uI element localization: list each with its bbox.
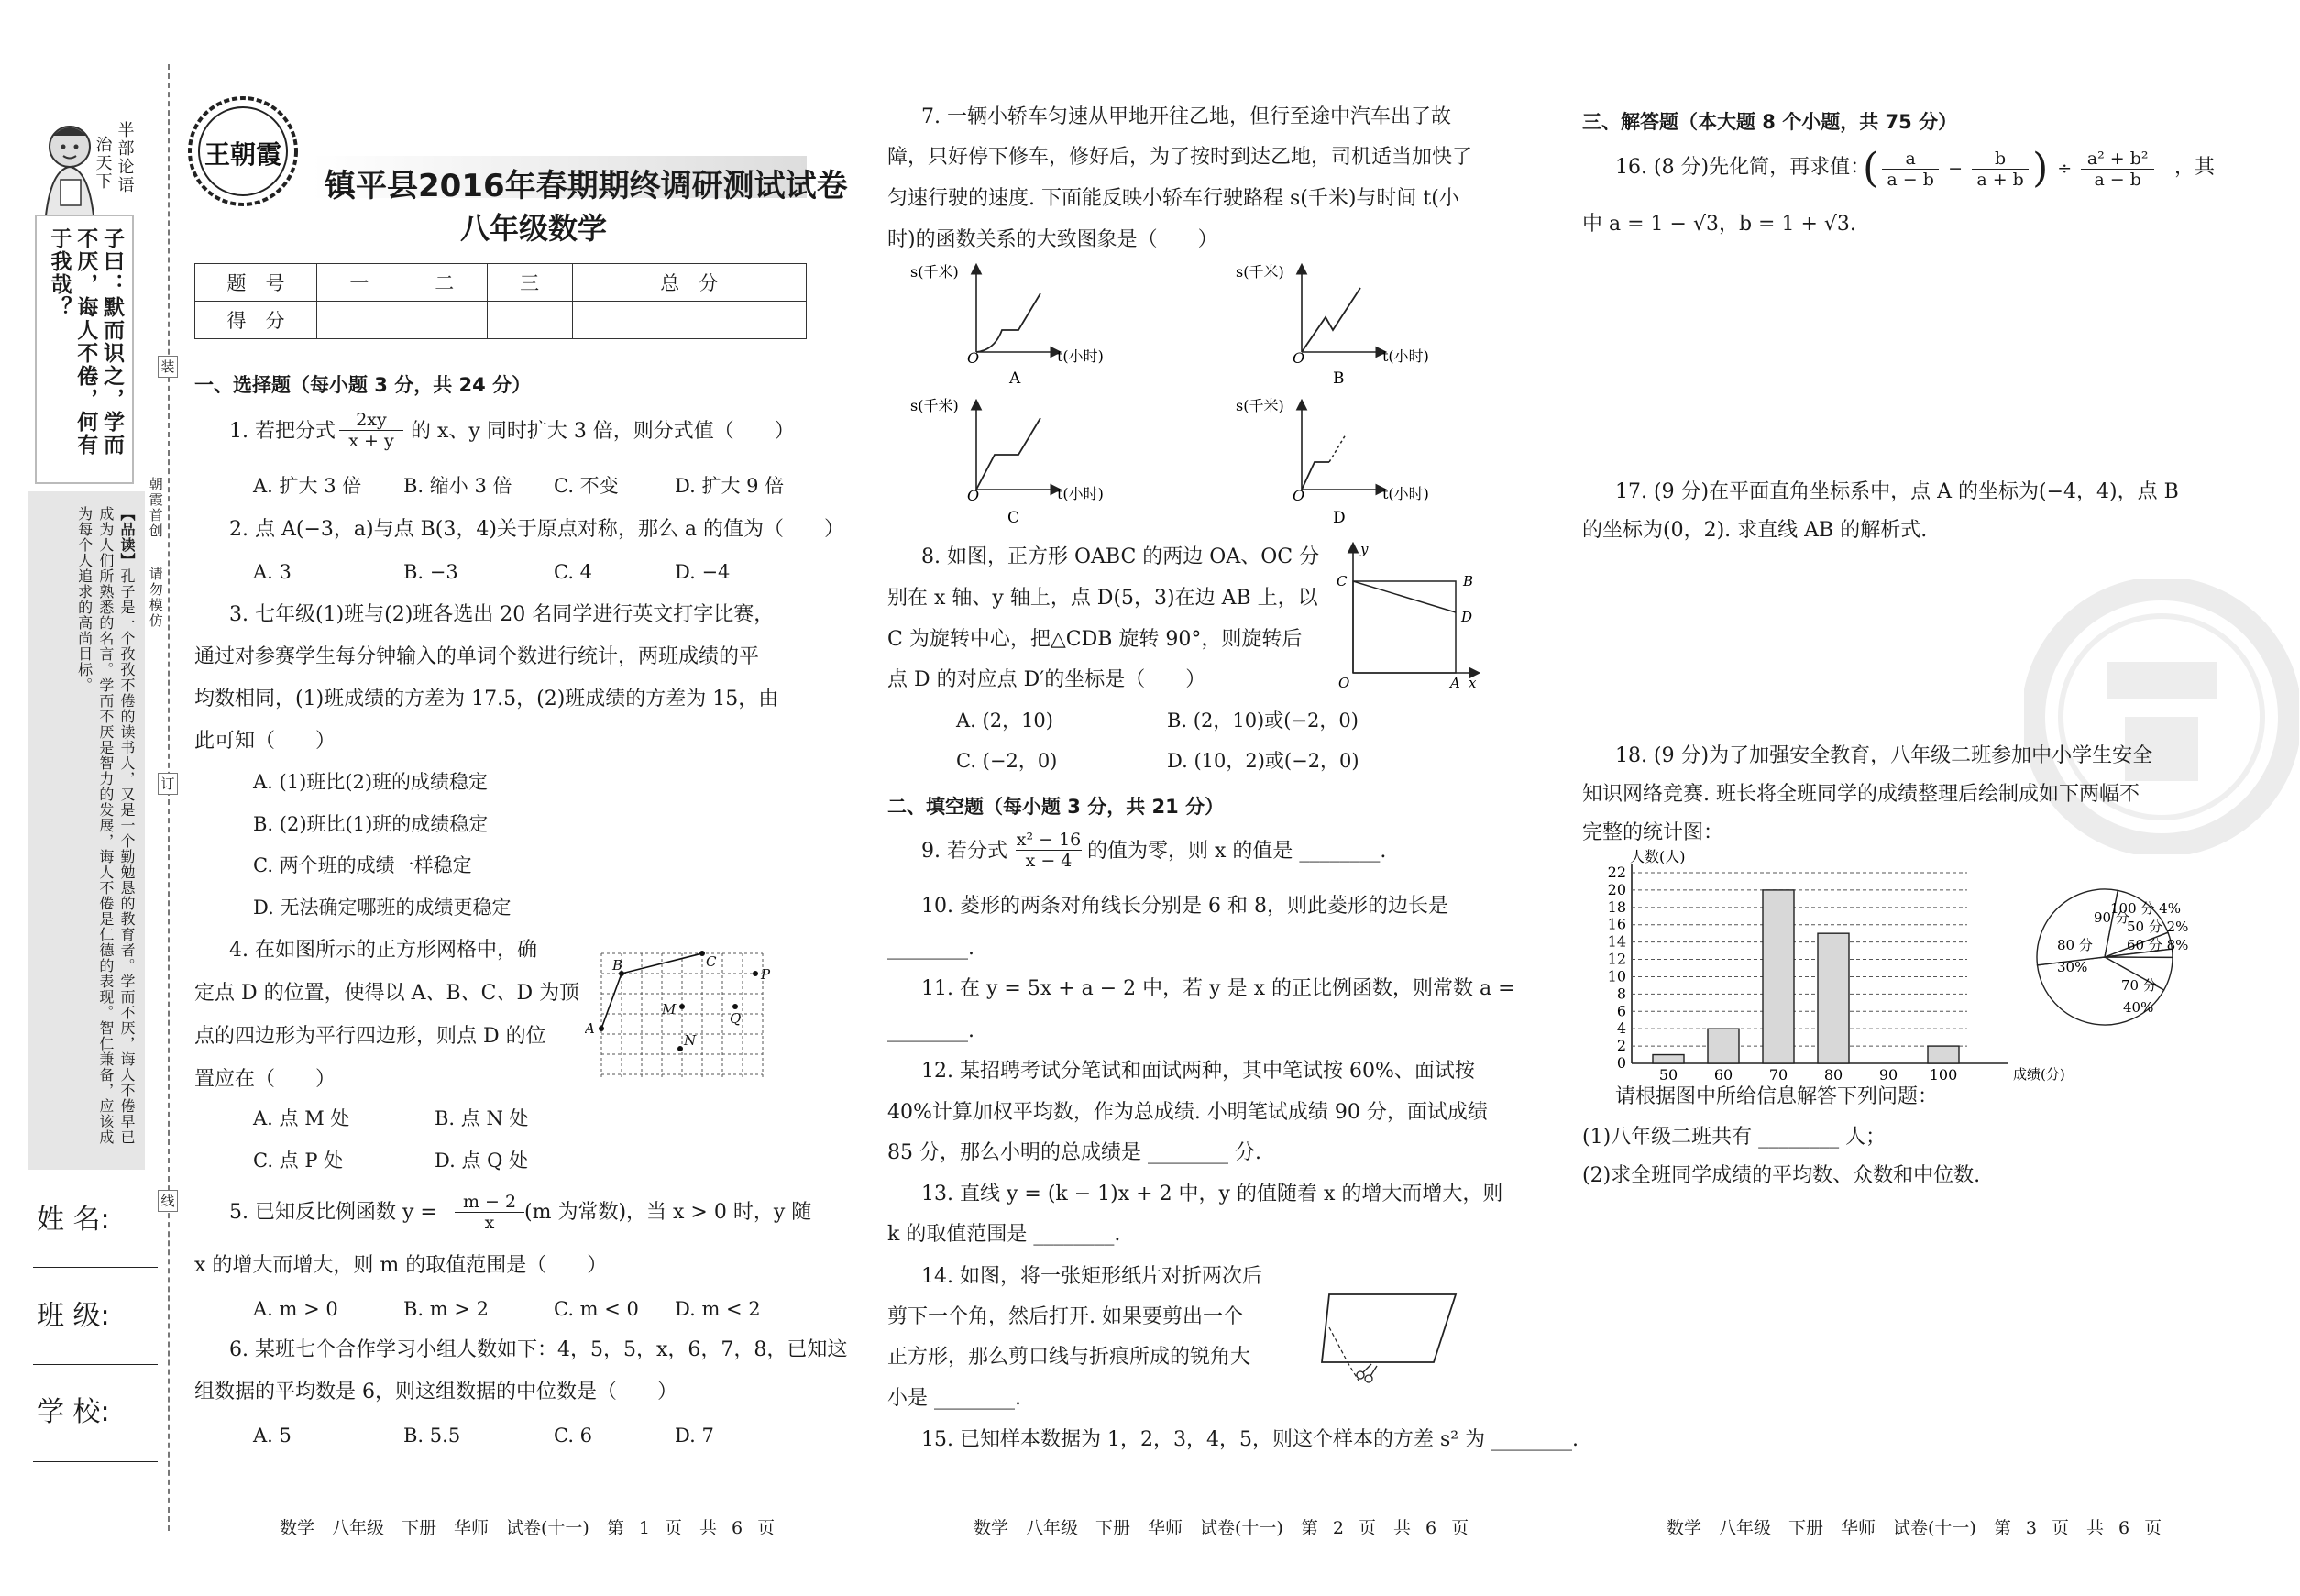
section1-heading: 一、选择题（每小题 3 分，共 24 分）: [194, 374, 532, 396]
q1-option-d[interactable]: D. 扩大 9 倍: [675, 475, 785, 497]
q10-line-2[interactable]: ________.: [887, 937, 974, 960]
q4-option-b[interactable]: B. 点 N 处: [435, 1107, 529, 1129]
sidebar: [28, 108, 147, 1172]
pie-callout-50: 50 分 2%: [2127, 919, 2189, 935]
q6-line-1: 6. 某班七个合作学习小组人数如下：4，5，5，x，6，7，8，已知这: [229, 1338, 848, 1361]
score-cell-3[interactable]: [487, 302, 572, 339]
q5-line-2: x 的增大而增大，则 m 的取值范围是（ ）: [194, 1254, 608, 1277]
grid-label-c: C: [706, 953, 717, 970]
graph-d-s-label: s(千米): [1236, 397, 1284, 414]
notice-2: 请勿模仿: [147, 567, 164, 629]
school-field[interactable]: [33, 1461, 158, 1462]
q7-graph-d: [1228, 394, 1467, 530]
q2-option-c[interactable]: C. 4: [554, 561, 593, 583]
q13-line-2[interactable]: k 的取值范围是 ________.: [887, 1223, 1121, 1246]
q4-line-1: 4. 在如图所示的正方形网格中，确: [229, 939, 537, 962]
graph-a-t-label: t(小时): [1057, 347, 1104, 365]
q13-line-1: 13. 直线 y = (k − 1)x + 2 中，y 的值随着 x 的增大而增大，则: [921, 1183, 1503, 1205]
q1-option-a[interactable]: A. 扩大 3 倍: [253, 475, 362, 497]
q3-line-3: 均数相同，(1)班成绩的方差为 17.5，(2)班成绩的方差为 15，由: [194, 688, 779, 710]
chart-bar-60: [1708, 1029, 1739, 1063]
chart-bar-80: [1818, 933, 1849, 1063]
scissors-icon: [1357, 1364, 1377, 1382]
q5-text-b: (m 为常数)，当 x > 0 时，y 随: [524, 1201, 812, 1224]
q16-f1-num: a: [1882, 149, 1939, 170]
chart-y-tick-label: 2: [1616, 1037, 1626, 1055]
grid-label-a: A: [585, 1020, 595, 1037]
q1-text-b: 的 x、y 同时扩大 3 倍，则分式值（ ）: [411, 420, 795, 443]
chart-bar-50: [1653, 1055, 1684, 1063]
q16-line-2: 中 a = 1 − √3，b = 1 + √3.: [1582, 213, 1856, 236]
q3-line-2: 通过对参赛学生每分钟输入的单词个数进行统计，两班成绩的平: [194, 645, 760, 668]
q7-line-3: 匀速行驶的速度. 下面能反映小轿车行驶路程 s(千米)与时间 t(小: [887, 187, 1459, 210]
q18-line-2: 知识网络竞赛. 班长将全班同学的成绩整理后绘制成如下两幅不: [1582, 783, 2140, 806]
graph-c-origin: O: [967, 487, 980, 504]
pie-label-80: 80 分: [2057, 937, 2093, 953]
class-label: 班 级:: [37, 1300, 110, 1332]
grid-label-p: P: [761, 966, 771, 983]
q9-fraction: [1016, 830, 1082, 871]
q3-option-a[interactable]: A. (1)班比(2)班的成绩稳定: [253, 771, 489, 793]
chart-x-tick-label: 50: [1658, 1066, 1678, 1084]
q6-option-b[interactable]: B. 5.5: [403, 1425, 461, 1447]
q17-line-1: 17. (9 分)在平面直角坐标系中，点 A 的坐标为(−4，4)，点 B: [1615, 480, 2179, 503]
notice-1: 朝霞首创: [147, 477, 164, 539]
q5-option-b[interactable]: B. m > 2: [403, 1298, 490, 1320]
cut-mark-3: 线: [158, 1190, 178, 1212]
score-header-3: 三: [487, 264, 572, 302]
chart-bar-100: [1928, 1046, 1959, 1063]
q8-label-b: B: [1463, 573, 1474, 589]
q11-line-1: 11. 在 y = 5x + a − 2 中，若 y 是 x 的正比例函数，则常数 a =: [921, 977, 1515, 1000]
q4-line-4: 置应在（ ）: [194, 1068, 336, 1091]
graph-a-s-label: s(千米): [910, 263, 959, 281]
chart-y-tick-label: 18: [1607, 897, 1626, 916]
q16-f2-den: a + b: [1976, 169, 2024, 190]
cut-line: [168, 64, 170, 1531]
q14-paper-figure: [1316, 1285, 1472, 1392]
pie-callout-100: 100 分 4%: [2110, 900, 2181, 917]
q8-option-a[interactable]: A. (2，10): [956, 710, 1053, 732]
q16-f1-den: a − b: [1887, 169, 1934, 190]
q16-text-a: 16. (8 分)先化简，再求值：: [1615, 156, 1871, 179]
q2-option-d[interactable]: D. −4: [675, 561, 731, 583]
q9-frac-num: x² − 16: [1016, 830, 1082, 850]
q5-text-a: 5. 已知反比例函数 y =: [229, 1201, 437, 1224]
q6-option-d[interactable]: D. 7: [675, 1425, 714, 1447]
q8-line-2: 别在 x 轴、y 轴上，点 D(5，3)在边 AB 上，以: [887, 587, 1318, 610]
q3-option-d[interactable]: D. 无法确定哪班的成绩更稳定: [253, 897, 512, 919]
chart-bar-70: [1763, 890, 1794, 1063]
q8-label-x: x: [1469, 675, 1477, 689]
score-header-total: 总 分: [572, 264, 806, 302]
q16-f2-num: b: [1972, 149, 2029, 170]
q5-option-d[interactable]: D. m < 2: [675, 1298, 761, 1320]
graph-c-s-label: s(千米): [910, 397, 959, 414]
q7-graph-c: [903, 394, 1141, 530]
q5-frac-num: m − 2: [455, 1192, 524, 1213]
q8-line-1: 8. 如图，正方形 OABC 的两边 OA、OC 分: [921, 545, 1320, 568]
school-label: 学 校:: [37, 1396, 110, 1428]
q7-line-4: 时)的函数关系的大致图象是（ ）: [887, 228, 1218, 251]
sidebar-top-word-1: 半部论语: [115, 121, 135, 194]
chart-y-tick-label: 4: [1616, 1019, 1626, 1038]
chart-x-tick-label: 90: [1878, 1066, 1898, 1084]
graph-a-origin: O: [967, 349, 980, 367]
pie-label-70: 70 分: [2121, 977, 2157, 994]
q4-option-d[interactable]: D. 点 Q 处: [435, 1150, 529, 1172]
score-distribution-chart: [1591, 847, 2196, 1091]
chart-y-tick-label: 0: [1616, 1054, 1626, 1072]
q3-line-1: 3. 七年级(1)班与(2)班各选出 20 名同学进行英文打字比赛，: [229, 603, 775, 626]
pie-label-80-pct: 30%: [2057, 959, 2088, 975]
pie-callout-60: 60 分 8%: [2127, 937, 2189, 953]
quote-box: [35, 215, 134, 484]
reading-title: 【品读】: [118, 506, 136, 568]
q6-option-c[interactable]: C. 6: [554, 1425, 593, 1447]
chart-y-tick-label: 10: [1607, 967, 1626, 985]
q8-figure: [1327, 537, 1483, 689]
pie-label-70-pct: 40%: [2123, 999, 2154, 1016]
q6-line-2: 组数据的平均数是 6，则这组数据的中位数是（ ）: [194, 1381, 677, 1403]
seal-watermark: [2024, 579, 2299, 854]
cut-mark-1: 装: [158, 356, 178, 378]
q8-label-d: D: [1461, 609, 1473, 625]
chart-y-tick-label: 14: [1607, 932, 1626, 951]
graph-d-origin: O: [1293, 487, 1305, 504]
q2-option-b[interactable]: B. −3: [403, 561, 458, 583]
score-header-2: 二: [402, 264, 487, 302]
footer-page-2: 数学 八年级 下册 华师 试卷(十一) 第 2 页 共 6 页: [974, 1518, 1469, 1538]
q10-line-1: 10. 菱形的两条对角线长分别是 6 和 8，则此菱形的边长是: [921, 895, 1448, 918]
score-cell-1[interactable]: [317, 302, 402, 339]
q18-after-1: 请根据图中所给信息解答下列问题：: [1615, 1085, 1939, 1108]
q16-f3-den: a − b: [2094, 169, 2141, 190]
q3-option-b[interactable]: B. (2)班比(1)班的成绩稳定: [253, 813, 489, 835]
q9-text-a: 9. 若分式: [921, 840, 1007, 863]
graph-d-t-label: t(小时): [1382, 485, 1429, 502]
grid-label-q: Q: [730, 1010, 742, 1027]
class-field[interactable]: [33, 1364, 158, 1365]
cut-mark-2: 订: [158, 773, 178, 795]
q14-line-2: 剪下一个角，然后打开. 如果要剪出一个: [887, 1305, 1243, 1328]
score-header-1: 一: [317, 264, 402, 302]
q16-minus: −: [1948, 159, 1964, 179]
q16-expression: ( $\frac{a}{a - b}$ − $\frac{b}{a + b}$ ) ÷ $\frac{\text{a² + b²}}{a - b}$: [1863, 141, 2154, 196]
chart-y-tick-label: 12: [1607, 950, 1626, 968]
chart-y-tick-label: 6: [1616, 1002, 1626, 1020]
chart-x-tick-label: 70: [1768, 1066, 1788, 1084]
q18-after-2[interactable]: (1)八年级二班共有 ________ 人；: [1582, 1126, 1887, 1149]
q7-graph-a: [903, 260, 1141, 389]
score-table: [194, 263, 807, 339]
q3-option-c[interactable]: C. 两个班的成绩一样稳定: [253, 854, 472, 876]
grid-label-m: M: [662, 1001, 677, 1018]
q5-fraction: [455, 1192, 524, 1233]
q18-line-3: 完整的统计图：: [1582, 821, 1724, 844]
brand-logo: [183, 92, 303, 211]
brand-logo-text: 王朝霞: [204, 139, 282, 170]
score-row-label: 得 分: [195, 302, 317, 339]
q12-line-3[interactable]: 85 分，那么小明的总成绩是 ________ 分.: [887, 1141, 1261, 1164]
q8-label-o: O: [1338, 675, 1350, 689]
q8-label-c: C: [1337, 573, 1348, 589]
q17-line-2: 的坐标为(0，2). 求直线 AB 的解析式.: [1582, 519, 1928, 542]
graph-d-label: D: [1333, 509, 1346, 527]
q8-option-d[interactable]: D. (10，2)或(−2，0): [1167, 750, 1359, 772]
q16-f3-num: a² + b²: [2081, 149, 2154, 170]
name-field[interactable]: [33, 1267, 158, 1268]
graph-a-label: A: [1009, 369, 1021, 388]
q8-label-y: y: [1360, 541, 1369, 557]
q1-fraction: [339, 410, 403, 451]
q4-line-2: 定点 D 的位置，使得以 A、B、C、D 为顶: [194, 982, 580, 1005]
chart-x-tick-label: 80: [1823, 1066, 1843, 1084]
q5-option-c[interactable]: C. m < 0: [554, 1298, 639, 1320]
q1-text-a: 1. 若把分式: [229, 420, 336, 443]
q4-line-3: 点的四边形为平行四边形，则点 D 的位: [194, 1025, 546, 1048]
q1-frac-num: 2xy: [339, 410, 403, 431]
q4-option-a[interactable]: A. 点 M 处: [253, 1107, 350, 1129]
q9-frac-den: x − 4: [1025, 851, 1073, 871]
sidebar-top-word-2: 治天下: [93, 136, 113, 191]
chart-y-tick-label: 16: [1607, 915, 1626, 933]
q1-frac-den: x + y: [348, 431, 394, 451]
q1-option-c[interactable]: C. 不变: [554, 475, 619, 497]
q12-line-2: 40%计算加权平均数，作为总成绩. 小明笔试成绩 90 分，面试成绩: [887, 1101, 1488, 1124]
q16-div: ÷: [2057, 159, 2073, 179]
name-label: 姓 名:: [37, 1204, 110, 1236]
q5-option-a[interactable]: A. m > 0: [253, 1298, 338, 1320]
q3-line-4: 此可知（ ）: [194, 730, 336, 753]
q12-line-1: 12. 某招聘考试分笔试和面试两种，其中笔试按 60%、面试按: [921, 1060, 1475, 1083]
q8-option-b[interactable]: B. (2，10)或(−2，0): [1167, 710, 1359, 732]
q7-graph-b: [1228, 260, 1467, 389]
score-header-label: 题 号: [195, 264, 317, 302]
confucius-quote: 子曰：默而识之，学而不厌，诲人不倦，何有于我哉？: [47, 227, 124, 457]
chart-x-tick-label: 60: [1713, 1066, 1733, 1084]
graph-c-label: C: [1007, 509, 1020, 527]
q8-line-3: C 为旋转中心，把△CDB 旋转 90°，则旋转后: [887, 628, 1303, 651]
chart-y-axis-label: 人数(人): [1630, 848, 1686, 865]
q4-grid-figure: [585, 942, 777, 1082]
q16-text-b: ，其: [2174, 156, 2216, 179]
q8-line-4: 点 D 的对应点 D′的坐标是（ ）: [887, 668, 1206, 691]
graph-b-s-label: s(千米): [1236, 263, 1284, 281]
q18-after-3: (2)求全班同学成绩的平均数、众数和中位数.: [1582, 1164, 1981, 1187]
q14-line-4[interactable]: 小是 ________.: [887, 1387, 1021, 1410]
score-cell-2[interactable]: [402, 302, 487, 339]
chart-y-tick-label: 20: [1607, 880, 1626, 898]
reading-text: 孔子是一个孜孜不倦的读书人，又是一个勤勉恳的教育者。学而不厌，诲人不倦早已成为人们所熟悉的名言。学而不厌是智力的发展，诲人不倦是仁德的表现。智仁兼备，应该成为每个人追求的高尚目标。: [75, 506, 136, 1145]
q7-line-1: 7. 一辆小轿车匀速从甲地开往乙地，但行至途中汽车出了故: [921, 105, 1451, 128]
exam-title: 镇平县2016年春期期终调研测试试卷: [325, 168, 848, 204]
footer-page-1: 数学 八年级 下册 华师 试卷(十一) 第 1 页 共 6 页: [280, 1518, 776, 1538]
graph-b-origin: O: [1293, 349, 1305, 367]
q2-text: 2. 点 A(−3，a)与点 B(3，4)关于原点对称，那么 a 的值为（ ）: [229, 518, 845, 541]
grid-label-b: B: [612, 957, 623, 974]
section3-heading: 三、解答题（本大题 8 个小题，共 75 分）: [1582, 111, 1958, 133]
q14-line-1: 14. 如图，将一张矩形纸片对折两次后: [921, 1265, 1262, 1288]
exam-subtitle: 八年级数学: [460, 211, 608, 246]
q7-line-2: 障，只好停下修车，修好后，为了按时到达乙地，司机适当加快了: [887, 146, 1473, 169]
q14-line-3: 正方形，那么剪口线与折痕所成的锐角大: [887, 1346, 1251, 1369]
q11-line-2[interactable]: ________.: [887, 1019, 974, 1042]
chart-x-tick-label: 100: [1929, 1066, 1958, 1084]
q4-option-c[interactable]: C. 点 P 处: [253, 1150, 344, 1172]
q18-line-1: 18. (9 分)为了加强安全教育，八年级二班参加中小学生安全: [1615, 744, 2153, 767]
section2-heading: 二、填空题（每小题 3 分，共 21 分）: [887, 796, 1225, 818]
q6-option-a[interactable]: A. 5: [253, 1425, 292, 1447]
chart-y-tick-label: 22: [1607, 864, 1626, 881]
chart-x-axis-label: 成绩(分): [2013, 1066, 2065, 1083]
graph-b-label: B: [1333, 369, 1345, 388]
q5-frac-den: x: [484, 1213, 495, 1233]
q2-option-a[interactable]: A. 3: [253, 561, 292, 583]
q8-label-a: A: [1450, 675, 1460, 689]
q1-option-b[interactable]: B. 缩小 3 倍: [403, 475, 512, 497]
grid-label-n: N: [684, 1032, 697, 1049]
pie-label-90: 90 分: [2094, 909, 2129, 926]
q15-text[interactable]: 15. 已知样本数据为 1，2，3，4，5，则这个样本的方差 s² 为 ________.: [921, 1428, 1579, 1451]
graph-c-t-label: t(小时): [1057, 485, 1104, 502]
chart-y-tick-label: 8: [1616, 985, 1626, 1003]
reading-box: [28, 491, 145, 1170]
score-cell-total[interactable]: [572, 302, 806, 339]
q9-text-b: 的值为零，则 x 的值是 ________.: [1087, 840, 1387, 863]
graph-b-t-label: t(小时): [1382, 347, 1429, 365]
footer-page-3: 数学 八年级 下册 华师 试卷(十一) 第 3 页 共 6 页: [1667, 1518, 2162, 1538]
q8-option-c[interactable]: C. (−2，0): [956, 750, 1058, 772]
